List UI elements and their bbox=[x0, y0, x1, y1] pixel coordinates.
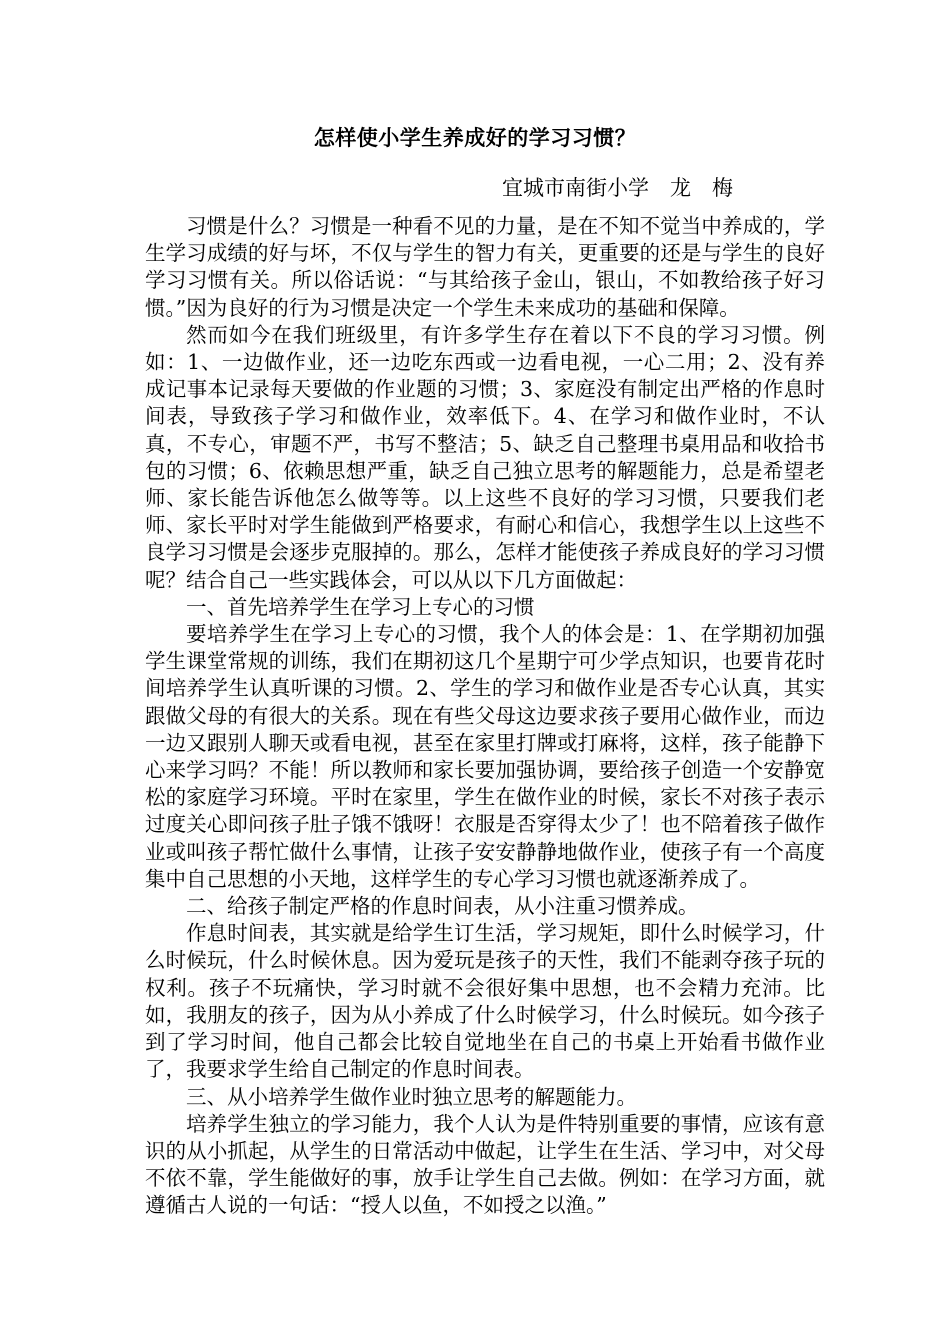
paragraph-section-2: 作息时间表，其实就是给学生订生活，学习规矩，即什么时候学习，什么时候玩，什么时候休息。因为爱玩是孩子的天性，我们不能剥夺孩子玩的权利。孩子不玩痛快，学习时就不会很好集中思想，也不会精力充沛。比如，我朋友的孩子，因为从小养成了什么时候学习，什么时候玩。如今孩子到了学习时间，他自己都会比较自觉地坐在自己的书桌上开始看书做作业了，我要求学生给自己制定的作息时间表。 bbox=[145, 921, 825, 1082]
document-body bbox=[145, 213, 825, 1220]
paragraph-intro: 习惯是什么？习惯是一种看不见的力量，是在不知不觉当中养成的，学生学习成绩的好与坏，不仅与学生的智力有关，更重要的还是与学生的良好学习习惯有关。所以俗话说：“与其给孩子金山，银山，不如教给孩子好习惯。”因为良好的行为习惯是决定一个学生未来成功的基础和保障。 bbox=[145, 214, 825, 320]
paragraph-bad-habits: 然而如今在我们班级里，有许多学生存在着以下不良的学习习惯。例如：1、一边做作业，还一边吃东西或一边看电视，一心二用；2、没有养成记事本记录每天要做的作业题的习惯；3、家庭没有制定出严格的作息时间表，导致孩子学习和做作业，效率低下。4、在学习和做作业时，不认真，不专心，审题不严，书写不整洁；5、缺乏自己整理书桌用品和收拾书包的习惯；6、依赖思想严重，缺乏自己独立思考的解题能力，总是希望老师、家长能告诉他怎么做等等。以上这些不良好的学习习惯，只要我们老师、家长平时对学生能做到严格要求，有耐心和信心，我想学生以上这些不良学习习惯是会逐步克服掉的。那么，怎样才能使孩子养成良好的学习习惯呢？结合自己一些实践体会，可以从以下几方面做起： bbox=[145, 322, 825, 592]
author-line: 宜城市南街小学 龙 梅 bbox=[502, 176, 733, 200]
section-heading-2: 二、给孩子制定严格的作息时间表，从小注重习惯养成。 bbox=[186, 894, 699, 919]
section-heading-1: 一、首先培养学生在学习上专心的习惯 bbox=[186, 594, 535, 619]
paragraph-section-1: 要培养学生在学习上专心的习惯，我个人的体会是：1、在学期初加强学生课堂常规的训练，我们在期初这几个星期宁可少学点知识，也要肯花时间培养学生认真听课的习惯。2、学生的学习和做作业是否专心认真，其实跟做父母的有很大的关系。现在有些父母这边要求孩子要用心做作业，而边一边又跟别人聊天或看电视，甚至在家里打牌或打麻将，这样，孩子能静下心来学习吗？不能！所以教师和家长要加强协调，要给孩子创造一个安静宽松的家庭学习环境。平时在家里，学生在做作业的时候，家长不对孩子表示过度关心即问孩子肚子饿不饿呀！衣服是否穿得太少了！也不陪着孩子做作业或叫孩子帮忙做什么事情，让孩子安安静静地做作业，使孩子有一个高度集中自己思想的小天地，这样学生的专心学习习惯也就逐渐养成了。 bbox=[145, 622, 825, 891]
document-title: 怎样使小学生养成好的学习习惯？ bbox=[313, 126, 637, 150]
section-heading-3: 三、从小培养学生做作业时独立思考的解题能力。 bbox=[186, 1084, 637, 1109]
paragraph-section-3: 培养学生独立的学习能力，我个人认为是件特别重要的事情，应该有意识的从小抓起，从学生的日常活动中做起，让学生在生活、学习中，对父母不依不靠，学生能做好的事，放手让学生自己去做。例如：在学习方面，就遵循古人说的一句话：“授人以鱼，不如授之以渔。” bbox=[145, 1111, 825, 1218]
